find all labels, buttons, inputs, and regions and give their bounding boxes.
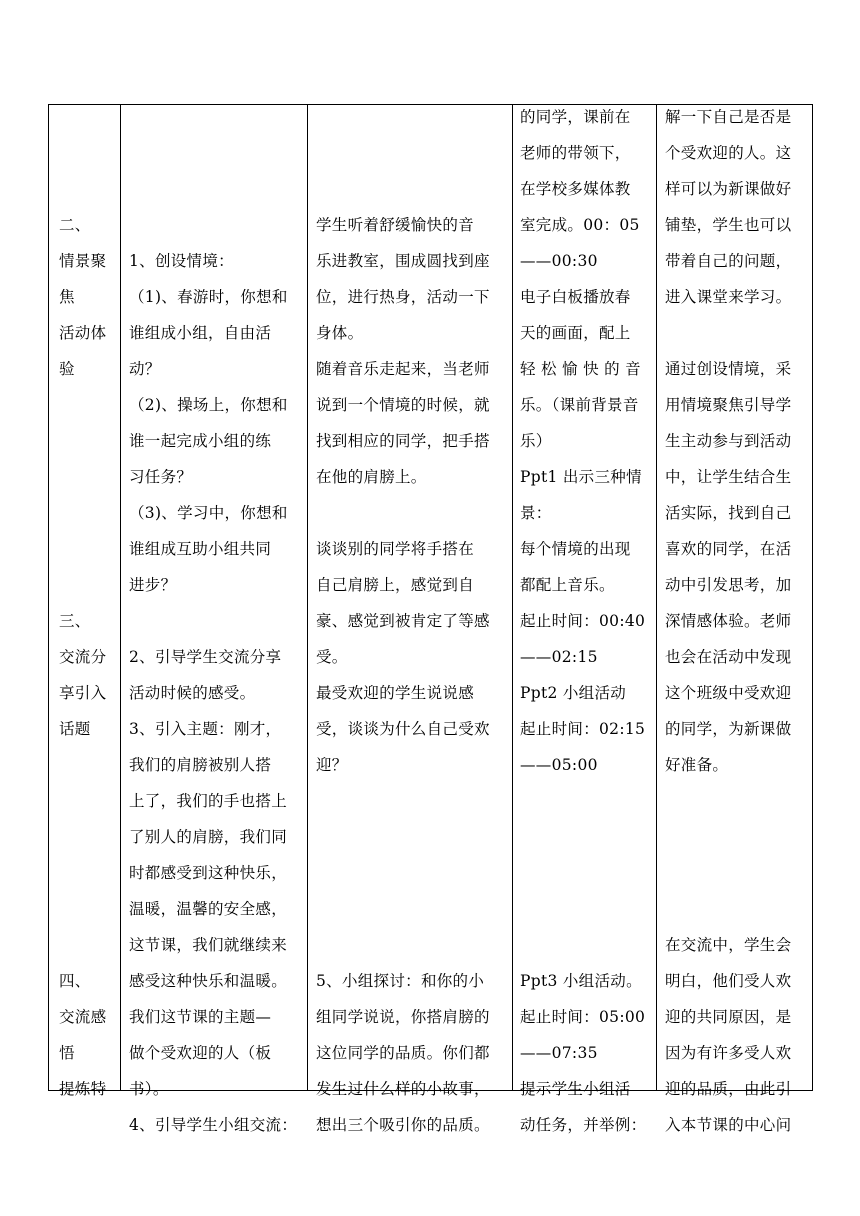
teacher-activity-line: 4、引导学生小组交流： (129, 1116, 298, 1134)
design-intent-line: 铺垫，学生也可以 (665, 216, 792, 234)
student-activity-line: 受，谈谈为什么自己受欢 (316, 720, 490, 738)
student-activity-line: 自己肩膀上，感觉到自 (316, 576, 475, 594)
teacher-activity-line: 1、创设情境： (129, 252, 234, 270)
design-intent-line: 动中引发思考，加 (665, 576, 792, 594)
stage-text-line: 提炼特 (59, 1080, 107, 1098)
design-intent-line: 迎的共同原因，是 (665, 1008, 792, 1026)
media-line: ——02:15 (520, 648, 598, 666)
media-line: 起止时间：00:40 (520, 612, 646, 630)
stage-text-line: 交流分 (59, 648, 107, 666)
media-line: 室完成。00：05 (520, 216, 640, 234)
design-intent-line: 因为有许多受人欢 (665, 1044, 792, 1062)
student-activity-line: 5、小组探讨：和你的小 (316, 972, 485, 990)
student-activity-line: 找到相应的同学，把手搭 (316, 432, 490, 450)
teacher-activity-column (121, 105, 307, 1134)
design-intent-line: 活实际，找到自己 (665, 504, 792, 522)
student-activity-column (308, 105, 512, 1134)
stage-text-line: 验 (59, 360, 75, 378)
stage-text-line: 三、 (59, 612, 91, 630)
design-intent-line: 入本节课的中心问 (665, 1116, 792, 1134)
teacher-activity-line: 动？ (129, 360, 161, 378)
media-line: 起止时间：02:15 (520, 720, 646, 738)
design-intent-line: 生主动参与到活动 (665, 432, 792, 450)
teacher-activity-line: 感受这种快乐和温暖。 (129, 972, 288, 990)
teacher-activity-line: 习任务？ (129, 468, 193, 486)
stage-text-line: 二、 (59, 216, 91, 234)
media-line: 天的画面，配上 (520, 324, 631, 342)
design-intent-column (657, 105, 812, 1134)
student-activity-line: 身体。 (316, 324, 364, 342)
media-line: 电子白板播放春 (520, 288, 631, 306)
teacher-activity-line: 上了，我们的手也搭上 (129, 792, 288, 810)
stage-text-line: 情景聚 (59, 252, 107, 270)
media-line: 轻 松 愉 快 的 音 (520, 360, 641, 378)
media-line: ——00:30 (520, 252, 598, 270)
design-intent-line: 迎的品质，由此引 (665, 1080, 792, 1098)
media-column (513, 105, 656, 1134)
media-line: 在学校多媒体教 (520, 180, 631, 198)
design-intent-cell (657, 105, 813, 1134)
stage-text-line: 享引入 (59, 684, 107, 702)
media-line: ——07:35 (520, 1044, 598, 1062)
design-intent-line: 的同学，为新课做 (665, 720, 792, 738)
student-activity-line: 组同学说说，你搭肩膀的 (316, 1008, 490, 1026)
stage-text-line: 交流感 (59, 1008, 107, 1026)
design-intent-line: 深情感体验。老师 (665, 612, 792, 630)
teacher-activity-line: 活动时候的感受。 (129, 684, 256, 702)
design-intent-line: 通过创设情境，采 (665, 360, 792, 378)
student-activity-line: 位，进行热身，活动一下 (316, 288, 490, 306)
lesson-plan-table (48, 104, 813, 1134)
student-activity-line: 在他的肩膀上。 (316, 468, 427, 486)
stage-text-line: 焦 (59, 288, 75, 306)
design-intent-line: 这个班级中受欢迎 (665, 684, 792, 702)
teacher-activity-line: 进步？ (129, 576, 177, 594)
media-line: 景： (520, 504, 552, 522)
media-line: 起止时间：05:00 (520, 1008, 646, 1026)
stage-text-line: 悟 (59, 1044, 75, 1062)
teacher-activity-line: 温暖，温馨的安全感， (129, 900, 288, 918)
design-intent-line: 在交流中，学生会 (665, 936, 792, 954)
design-intent-line: 样可以为新课做好 (665, 180, 792, 198)
teacher-activity-line: 2、引导学生交流分享 (129, 648, 282, 666)
teacher-activity-line: 这节课，我们就继续来 (129, 936, 288, 954)
teacher-activity-line: 书）。 (129, 1080, 169, 1098)
teacher-activity-line: 谁组成互助小组共同 (129, 540, 272, 558)
design-intent-line: 好准备。 (665, 756, 729, 774)
design-intent-line: 个受欢迎的人。这 (665, 144, 792, 162)
student-activity-line: 这位同学的品质。你们都 (316, 1044, 490, 1062)
design-intent-line: 明白，他们受人欢 (665, 972, 792, 990)
student-activity-line: 受。 (316, 648, 348, 666)
design-intent-line: 进入课堂来学习。 (665, 288, 792, 306)
media-line: 的同学，课前在 (520, 108, 631, 126)
design-intent-line: 喜欢的同学，在活 (665, 540, 792, 558)
teacher-activity-line: 我们的肩膀被别人搭 (129, 756, 272, 774)
media-line: ——05:00 (520, 756, 598, 774)
media-line: 提示学生小组活 (520, 1080, 631, 1098)
media-line: 都配上音乐。 (520, 576, 615, 594)
teacher-activity-line: （1)、春游时，你想和 (129, 288, 288, 306)
media-line: 乐。（课前背景音 (520, 396, 639, 414)
teacher-activity-line: 我们这节课的主题— (129, 1008, 272, 1026)
stage-cell (49, 105, 121, 1098)
teacher-activity-cell (121, 105, 308, 1134)
design-intent-line: 也会在活动中发现 (665, 648, 792, 666)
teacher-activity-line: 谁一起完成小组的练 (129, 432, 272, 450)
media-cell (513, 105, 657, 1134)
teacher-activity-line: 谁组成小组，自由活 (129, 324, 272, 342)
teacher-activity-line: （3)、学习中，你想和 (129, 504, 288, 522)
student-activity-line: 迎？ (316, 756, 348, 774)
stage-text-line: 四、 (59, 972, 91, 990)
media-line: Ppt3 小组活动。 (520, 972, 642, 990)
media-line: Ppt2 小组活动 (520, 684, 627, 702)
design-intent-line: 解一下自己是否是 (665, 108, 792, 126)
design-intent-line: 中，让学生结合生 (665, 468, 792, 486)
student-activity-line: 想出三个吸引你的品质。 (316, 1116, 490, 1134)
teacher-activity-line: 做个受欢迎的人（板 (129, 1044, 272, 1062)
student-activity-line: 乐进教室，围成圆找到座 (316, 252, 490, 270)
teacher-activity-line: 3、引入主题：刚才， (129, 720, 282, 738)
media-line: 老师的带领下， (520, 144, 631, 162)
design-intent-line: 带着自己的问题， (665, 252, 792, 270)
design-intent-line: 用情境聚焦引导学 (665, 396, 792, 414)
teacher-activity-line: 时都感受到这种快乐， (129, 864, 288, 882)
student-activity-line: 最受欢迎的学生说说感 (316, 684, 475, 702)
student-activity-line: 发生过什么样的小故事， (316, 1080, 490, 1098)
student-activity-line: 豪、感觉到被肯定了等感 (316, 612, 490, 630)
media-line: 每个情境的出现 (520, 540, 631, 558)
media-line: 动任务，并举例： (520, 1116, 647, 1134)
media-line: 乐） (520, 432, 552, 450)
stage-text-line: 活动体 (59, 324, 107, 342)
stage-text-line: 话题 (59, 720, 91, 738)
student-activity-line: 说到一个情境的时候，就 (316, 396, 490, 414)
student-activity-line: 学生听着舒缓愉快的音 (316, 216, 475, 234)
table-row (49, 105, 813, 1091)
student-activity-line: 谈谈别的同学将手搭在 (316, 540, 475, 558)
teacher-activity-line: 了别人的肩膀，我们同 (129, 828, 288, 846)
student-activity-line: 随着音乐走起来，当老师 (316, 360, 490, 378)
teacher-activity-line: （2)、操场上，你想和 (129, 396, 288, 414)
student-activity-cell (308, 105, 513, 1134)
stage-column (49, 105, 120, 1098)
media-line: Ppt1 出示三种情 (520, 468, 642, 486)
